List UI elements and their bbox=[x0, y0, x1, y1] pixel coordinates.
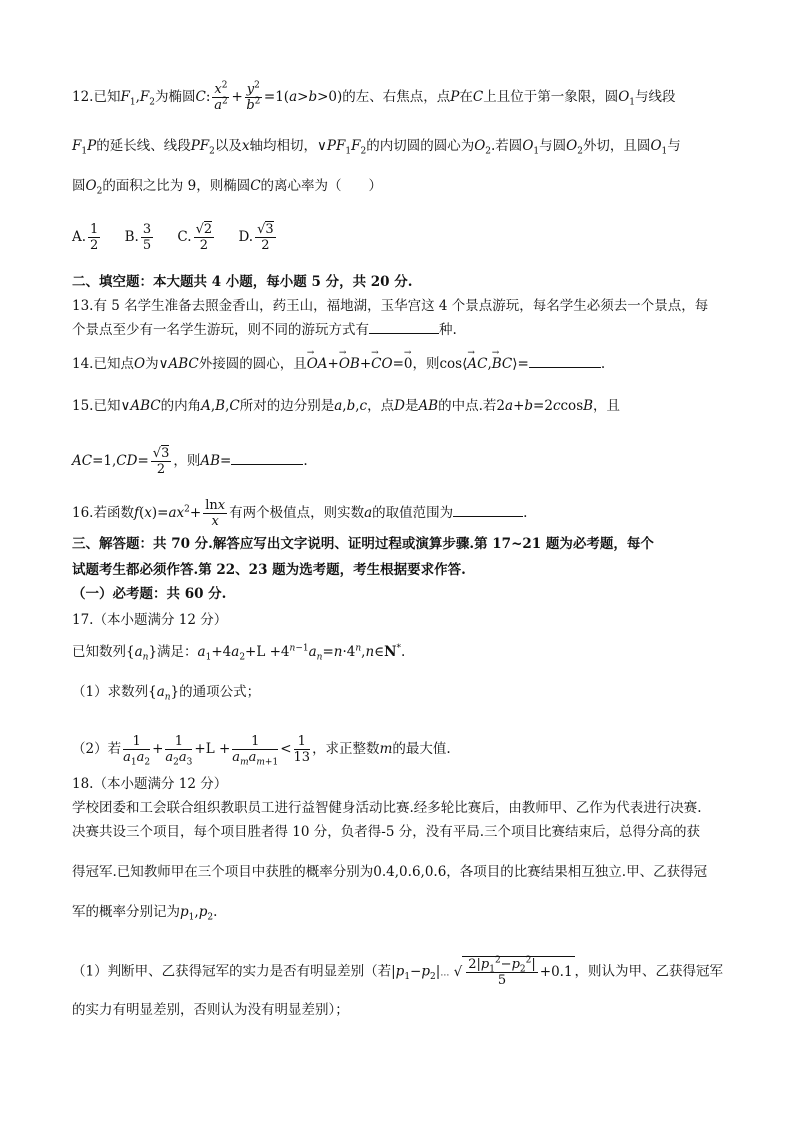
q18-line4: 军的概率分别记为$p_1,p_2$. bbox=[72, 904, 218, 923]
q17-stem: 已知数列$\{a_n\}$满足：$a_1+4a_2+L$ $+4^{n-1}a_n=n\cdot 4^n,n\in N^*$. bbox=[72, 643, 406, 663]
answer-blank bbox=[453, 504, 523, 517]
q12-line3: 圆$O_2$的面积之比为 9，则椭圆C的离心率为（ ） bbox=[72, 178, 383, 197]
q18-line2: 决赛共设三个项目，每个项目胜者得 10 分，负者得-5 分，没有平局.三个项目比赛结束后，总得分高的获 bbox=[72, 824, 700, 840]
q18-part1: （1）判断甲、乙获得冠军的实力是否有明显差别（若$|p_1-p_2|\dots$ √ $\frac{2|p_1^2-p_2^2|}{5}$ +0.1 ，则认为甲、乙获得冠军 bbox=[72, 955, 724, 988]
q13-line2: 个景点至少有一名学生游玩，则不同的游玩方式有 种. bbox=[72, 322, 457, 338]
q18-line3: 得冠军.已知教师甲在三个项目中获胜的概率分别为0.4,0.6,0.6，各项目的比赛结果相互独立.甲、乙获得冠 bbox=[72, 864, 708, 880]
q18-part1-cont: 的实力有明显差别，否则认为没有明显差别）； bbox=[72, 1002, 349, 1018]
q17-part1: （1）求数列$\{a_n\}$的通项公式； bbox=[72, 684, 261, 703]
section3-heading1: 三、解答题：共 70 分.解答应写出文字说明、证明过程或演算步骤.第 17~21 题为必考题，每个 bbox=[72, 536, 654, 552]
q13-line1: 13.有 5 名学生准备去照金香山，药王山，福地湖，玉华宫这 4 个景点游玩，每名学生必须去一个景点，每 bbox=[72, 298, 709, 314]
q14-line: 14.已知点O为∨ABC外接圆的圆心，且→ OA+→ OB+→ CO=→ 0，则cos⟨→ AC,→ BC⟩= . bbox=[72, 354, 734, 374]
q15-line1: 15.已知∨ABC的内角A,B,C所对的边分别是a,b,c，点D是AB的中点.若2a+b=2ccosB，且 bbox=[72, 398, 621, 414]
q16-line: 16.若函数$f(x)=ax^2+$ $\frac{\ln x}{x}$ 有两个极值点，则实数a的取值范围为 . bbox=[72, 498, 528, 529]
q12-line1: 12.已知$F_1,F_2$为椭圆C: $\frac{x^2}{a^2}$ + $\frac{y^2}{b^2}$ =1(a>b>0)的左、右焦点，点P在C上且位于第一象限，圆$O_1$与线段 bbox=[72, 80, 676, 113]
q18-line1: 学校团委和工会联合组织教职员工进行益智健身活动比赛.经多轮比赛后，由教师甲、乙作为代表进行决赛. bbox=[72, 800, 702, 816]
q12-options bbox=[72, 222, 734, 253]
option-d: D. $\frac{√3}{2}$ bbox=[238, 222, 274, 253]
answer-blank bbox=[369, 321, 439, 334]
q18-title: 18.（本小题满分 12 分） bbox=[72, 776, 228, 792]
section2-heading: 二、填空题：本大题共 4 小题，每小题 5 分，共 20 分. bbox=[72, 274, 413, 290]
answer-blank bbox=[231, 452, 303, 465]
q15-line2: AC=1,CD= $\frac{√3}{2}$ ，则AB= . bbox=[72, 446, 308, 477]
q17-part2: （2）若 $\frac{1}{a_1a_2}$ + $\frac{1}{a_2a_3}$ +L + $\frac{1}{a_ma_{m+1}}$ < $\frac{1}{13}$ ，求正整数m的最大值. bbox=[72, 734, 451, 768]
option-a: A. $\frac{1}{2}$ bbox=[72, 222, 99, 253]
option-c: C. $\frac{√2}{2}$ bbox=[177, 222, 213, 253]
answer-blank bbox=[529, 355, 601, 368]
q12-line2: $F_1P$的延长线、线段$PF_2$以及x轴均相切，$\vee PF_1F_2$的内切圆的圆心为$O_2$.若圆$O_1$与圆$O_2$外切，且圆$O_1$与 bbox=[72, 138, 681, 157]
option-b: B. $\frac{3}{5}$ bbox=[124, 222, 152, 253]
q17-title: 17.（本小题满分 12 分） bbox=[72, 612, 228, 628]
section3-heading2: 试题考生都必须作答.第 22、23 题为选考题，考生根据要求作答. bbox=[72, 562, 466, 578]
section3-sub: （一）必考题：共 60 分. bbox=[72, 586, 227, 602]
